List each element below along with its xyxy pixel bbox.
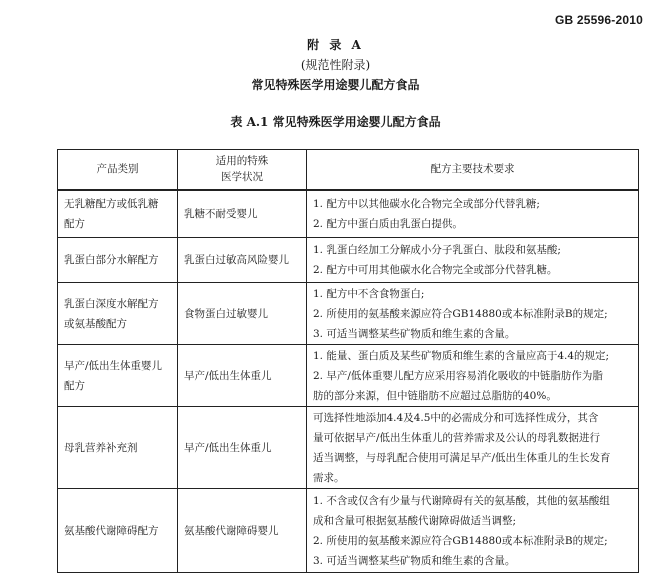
condition-cell: 乳蛋白过敏高风险婴儿 xyxy=(178,238,307,283)
requirement-line: 需求。 xyxy=(313,471,345,484)
category-cell xyxy=(58,345,178,407)
table-row xyxy=(58,283,639,345)
appendix-title: 常见特殊医学用途婴儿配方食品 xyxy=(251,78,420,92)
standard-code: GB 25596-2010 xyxy=(555,13,643,27)
category-line: 早产/低出生体重婴儿 xyxy=(64,359,163,372)
table-row xyxy=(58,238,639,283)
requirement-line: 1. 配方中以其他碳水化合物完全或部分代替乳糖; xyxy=(313,197,540,210)
requirement-line: 2. 所使用的氨基酸来源应符合GB14880或本标准附录B的规定; xyxy=(313,307,608,320)
header-condition xyxy=(178,150,307,190)
requirement-line: 成和含量可根据氨基酸代谢障碍做适当调整; xyxy=(313,514,517,527)
condition-cell: 食物蛋白过敏婴儿 xyxy=(178,283,307,345)
category-line: 配方 xyxy=(64,217,85,230)
requirements-cell xyxy=(307,190,639,238)
category-line: 无乳糖配方或低乳糖 xyxy=(64,197,159,210)
category-cell xyxy=(58,407,178,489)
requirement-line: 1. 不含或仅含有少量与代谢障碍有关的氨基酸，其他的氨基酸组 xyxy=(313,494,610,507)
requirement-line: 1. 配方中不含食物蛋白; xyxy=(313,287,425,300)
requirements-cell xyxy=(307,283,639,345)
requirements-cell xyxy=(307,345,639,407)
requirements-cell xyxy=(307,489,639,573)
requirement-line: 2. 配方中可用其他碳水化合物完全或部分代替乳糖。 xyxy=(313,264,558,276)
requirements-cell xyxy=(307,238,639,283)
header-condition-line: 适用的特殊 xyxy=(215,155,269,168)
requirement-line: 量可依据早产/低出生体重儿的营养需求及公认的母乳数据进行 xyxy=(313,431,601,444)
formula-table xyxy=(57,149,639,573)
table-caption: 表 A.1 常见特殊医学用途婴儿配方食品 xyxy=(230,115,441,129)
requirement-line: 3. 可适当调整某些矿物质和维生素的含量。 xyxy=(313,554,516,567)
category-line: 配方 xyxy=(64,379,85,392)
table-row xyxy=(58,407,639,489)
condition-cell: 乳糖不耐受婴儿 xyxy=(178,190,307,238)
requirement-line: 适当调整，与母乳配合使用可满足早产/低出生体重儿的生长发育 xyxy=(313,451,611,464)
condition-cell: 氨基酸代谢障碍婴儿 xyxy=(178,489,307,573)
requirement-line: 2. 早产/低体重婴儿配方应采用容易消化吸收的中链脂肪作为脂 xyxy=(313,369,603,382)
table-row xyxy=(58,190,639,238)
category-cell xyxy=(58,190,178,238)
category-line: 或氨基酸配方 xyxy=(64,317,127,330)
appendix-label: 附 录 A xyxy=(307,38,364,52)
requirement-line: 3. 可适当调整某些矿物质和维生素的含量。 xyxy=(313,327,516,340)
requirements-cell xyxy=(307,407,639,489)
condition-cell: 早产/低出生体重儿 xyxy=(178,407,307,489)
category-cell xyxy=(58,283,178,345)
header-requirements: 配方主要技术要求 xyxy=(307,150,639,190)
category-cell xyxy=(58,489,178,573)
header-category: 产品类别 xyxy=(58,150,178,190)
category-line: 乳蛋白部分水解配方 xyxy=(64,254,159,266)
category-line: 氨基酸代谢障碍配方 xyxy=(64,524,159,537)
category-line: 母乳营养补充剂 xyxy=(64,441,138,454)
requirement-line: 1. 乳蛋白经加工分解成小分子乳蛋白、肽段和氨基酸; xyxy=(313,244,561,256)
requirement-line: 2. 配方中蛋白质由乳蛋白提供。 xyxy=(313,217,463,230)
table-row xyxy=(58,345,639,407)
requirement-line: 1. 能量、蛋白质及某些矿物质和维生素的含量应高于4.4的规定; xyxy=(313,349,610,362)
condition-cell: 早产/低出生体重儿 xyxy=(178,345,307,407)
category-cell xyxy=(58,238,178,283)
appendix-nature: (规范性附录) xyxy=(300,58,371,72)
category-line: 乳蛋白深度水解配方 xyxy=(64,297,159,310)
requirement-line: 可选择性地添加4.4及4.5中的必需成分和可选择性成分，其含 xyxy=(313,411,599,424)
table-header-row xyxy=(58,150,639,190)
requirement-line: 肪的部分来源，但中链脂肪不应超过总脂肪的40%。 xyxy=(313,389,557,402)
requirement-line: 2. 所使用的氨基酸来源应符合GB14880或本标准附录B的规定; xyxy=(313,534,608,547)
header-condition-line: 医学状况 xyxy=(221,171,263,184)
table-row xyxy=(58,489,639,573)
